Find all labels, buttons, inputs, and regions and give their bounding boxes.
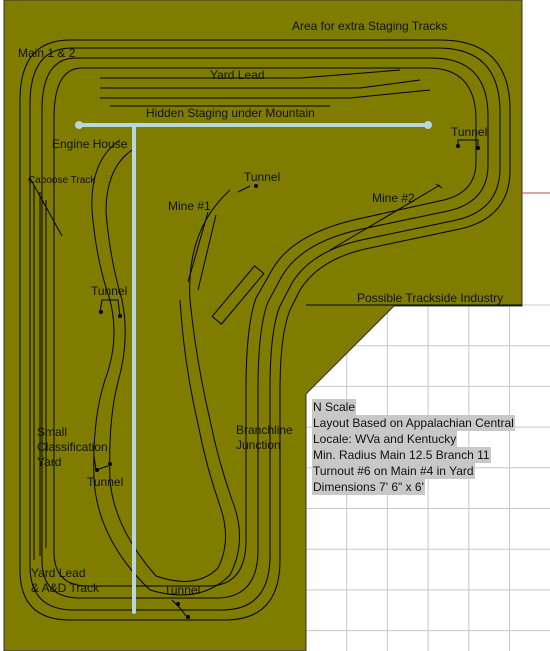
tunnel-dot bbox=[456, 144, 460, 148]
tunnel-dot bbox=[176, 602, 180, 606]
label-mine-2: Mine #2 bbox=[372, 191, 415, 205]
tunnel-dot bbox=[108, 462, 112, 466]
label-caboose-track: Caboose Track bbox=[28, 175, 96, 186]
info-line: Dimensions 7' 6" x 6' bbox=[313, 480, 424, 494]
label-possible-industry: Possible Trackside Industry bbox=[357, 291, 504, 305]
label-hidden-staging: Hidden Staging under Mountain bbox=[146, 106, 315, 120]
label-tunnel-right: Tunnel bbox=[451, 125, 488, 139]
info-line: Min. Radius Main 12.5 Branch 11 bbox=[313, 448, 490, 462]
label-tunnel-left: Tunnel bbox=[91, 284, 128, 298]
info-line: N Scale bbox=[313, 400, 356, 414]
tunnel-dot bbox=[99, 310, 103, 314]
info-line: Locale: WVa and Kentucky bbox=[313, 432, 457, 446]
label-main: Main 1 & 2 bbox=[18, 46, 76, 60]
label-yard-lead-bottom: Yard Lead & A&D Track bbox=[31, 566, 100, 595]
layout-info-block bbox=[312, 399, 515, 495]
label-tunnel-upper: Tunnel bbox=[244, 170, 281, 184]
info-line: Turnout #6 on Main #4 in Yard bbox=[313, 464, 474, 478]
staging-end-right bbox=[424, 121, 432, 129]
label-tunnel-bottom: Tunnel bbox=[164, 583, 201, 597]
label-small-yard: Small Classification Yard bbox=[37, 425, 108, 469]
staging-end-left bbox=[75, 121, 83, 129]
label-branchline-junction: Branchline Junction bbox=[236, 423, 293, 452]
tunnel-dot bbox=[476, 146, 480, 150]
tunnel-dot bbox=[186, 615, 190, 619]
info-line: Layout Based on Appalachian Central bbox=[313, 416, 514, 430]
label-engine-house: Engine House bbox=[52, 137, 128, 151]
label-mine-1: Mine #1 bbox=[168, 199, 211, 213]
tunnel-dot bbox=[254, 184, 258, 188]
label-yard-lead-top: Yard Lead bbox=[210, 68, 265, 82]
label-tunnel-yard: Tunnel bbox=[87, 475, 124, 489]
label-extra-staging: Area for extra Staging Tracks bbox=[292, 19, 448, 33]
tunnel-dot bbox=[118, 314, 122, 318]
